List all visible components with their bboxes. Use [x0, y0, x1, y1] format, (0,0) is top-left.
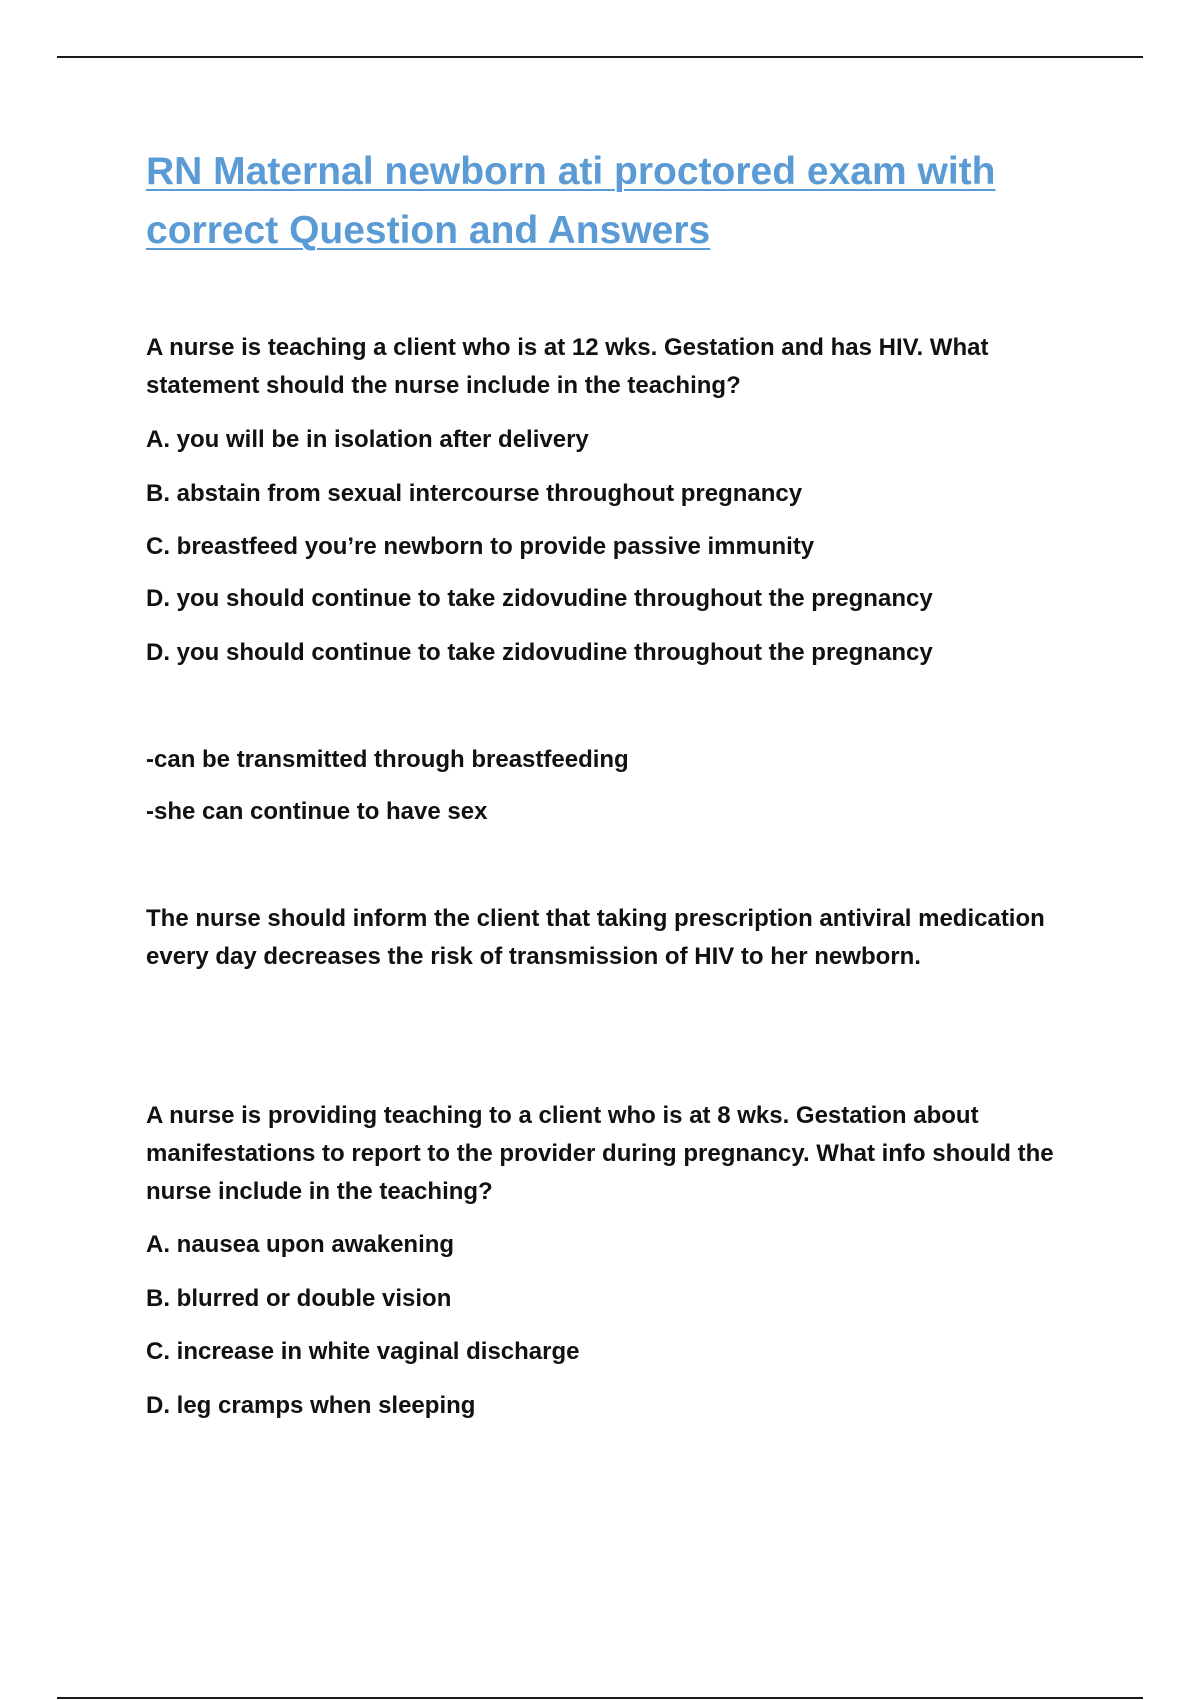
question-2-option-c: C. increase in white vaginal discharge — [146, 1338, 580, 1365]
question-2-stem: A nurse is providing teaching to a client who is at 8 wks. Gestation about manifestations to report to the provider during pregnancy. What info should the nurse include in the teaching? — [146, 1102, 1054, 1205]
question-1-option-b: B. abstain from sexual intercourse throughout pregnancy — [146, 480, 803, 507]
question-1-rationale: The nurse should inform the client that taking prescription antiviral medication every day decreases the risk of transmission of HIV to her newborn. — [146, 905, 1045, 970]
question-1-option-a: A. you will be in isolation after delivery — [146, 426, 589, 453]
question-2-option-b: B. blurred or double vision — [146, 1285, 452, 1312]
top-rule — [57, 56, 1143, 58]
question-1-option-c: C. breastfeed you’re newborn to provide passive immunity — [146, 533, 815, 560]
question-1-stem: A nurse is teaching a client who is at 12 wks. Gestation and has HIV. What statement should the nurse include in the teaching? — [146, 334, 989, 399]
question-2-option-a: A. nausea upon awakening — [146, 1231, 455, 1258]
bottom-rule — [57, 1697, 1143, 1699]
document-title: RN Maternal newborn ati proctored exam with correct Question and Answers — [146, 150, 996, 252]
question-1-note-1: -can be transmitted through breastfeeding — [146, 746, 629, 773]
question-1-option-d-repeat: D. you should continue to take zidovudine throughout the pregnancy — [146, 639, 933, 666]
question-2-option-d: D. leg cramps when sleeping — [146, 1392, 476, 1419]
question-1-option-d: D. you should continue to take zidovudine throughout the pregnancy — [146, 585, 933, 612]
question-1-note-2: -she can continue to have sex — [146, 798, 488, 825]
